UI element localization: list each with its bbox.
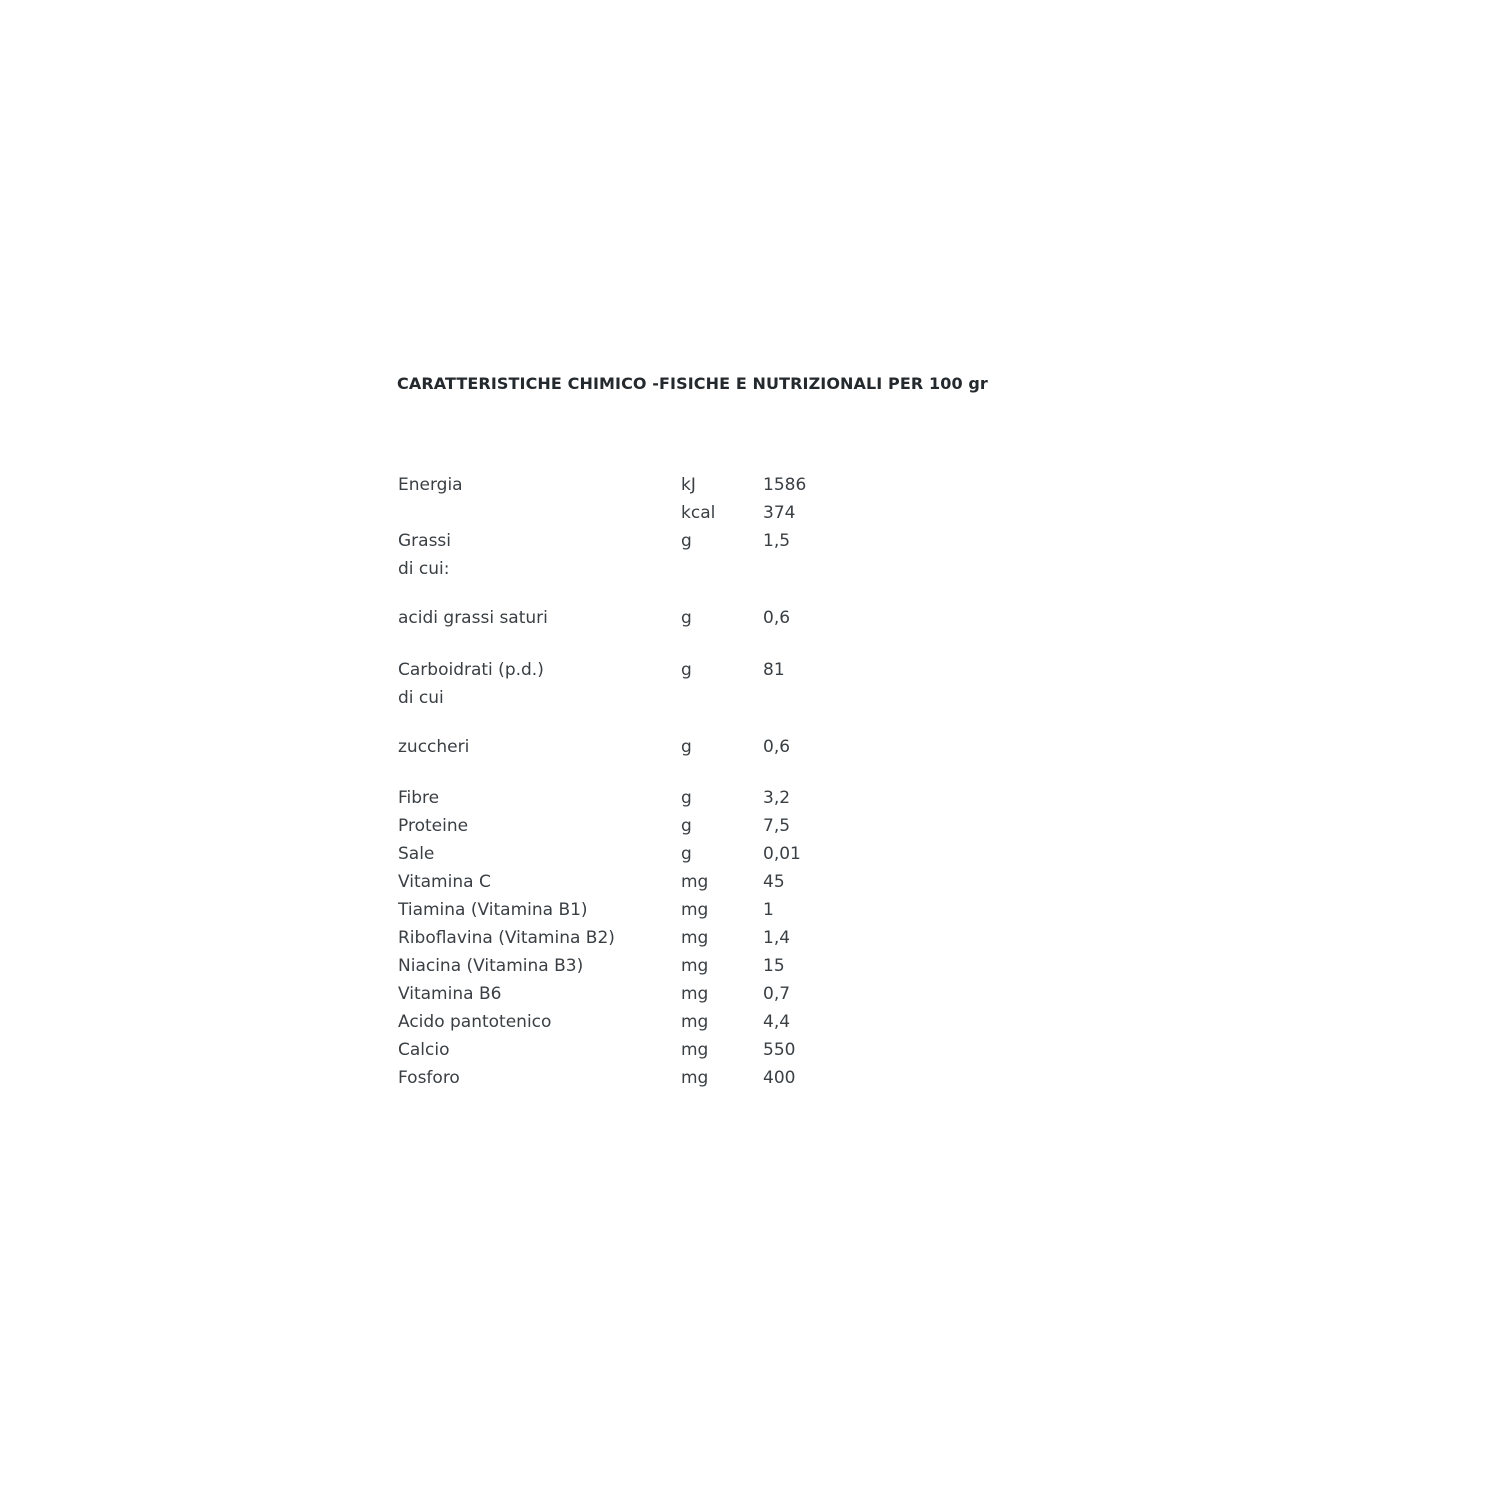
nutrient-unit: g — [681, 844, 692, 864]
nutrient-name: Tiamina (Vitamina B1) — [398, 900, 588, 920]
nutrient-unit: mg — [681, 956, 709, 976]
table-row — [398, 499, 998, 527]
nutrient-name: acidi grassi saturi — [398, 608, 548, 628]
nutrient-value: 1,4 — [763, 928, 791, 948]
nutrition-table — [398, 0, 998, 1500]
nutrient-name: Acido pantotenico — [398, 1012, 552, 1032]
nutrient-unit: g — [681, 531, 692, 551]
nutrient-value: 3,2 — [763, 788, 791, 808]
table-row — [398, 868, 998, 896]
nutrient-value: 1586 — [763, 475, 807, 495]
nutrient-name: Vitamina C — [398, 872, 491, 892]
nutrient-value: 1,5 — [763, 531, 791, 551]
nutrient-value: 550 — [763, 1040, 796, 1060]
nutrient-unit: g — [681, 788, 692, 808]
nutrient-value: 1 — [763, 900, 774, 920]
nutrient-value: 81 — [763, 660, 785, 680]
nutrient-value: 400 — [763, 1068, 796, 1088]
nutrient-value: 15 — [763, 956, 785, 976]
table-row — [398, 1008, 998, 1036]
nutrient-unit: mg — [681, 900, 709, 920]
nutrient-name: Niacina (Vitamina B3) — [398, 956, 584, 976]
table-row — [398, 656, 998, 684]
nutrient-name: Fosforo — [398, 1068, 460, 1088]
table-row — [398, 527, 998, 555]
nutrient-name: zuccheri — [398, 737, 470, 757]
nutrient-value: 0,6 — [763, 608, 791, 628]
nutrient-value: 0,01 — [763, 844, 801, 864]
table-row — [398, 980, 998, 1008]
nutrient-unit: kcal — [681, 503, 716, 523]
nutrient-unit: mg — [681, 1040, 709, 1060]
table-row — [398, 604, 998, 632]
table-row — [398, 471, 998, 499]
nutrient-unit: g — [681, 816, 692, 836]
nutrient-name: di cui — [398, 688, 444, 708]
nutrient-unit: mg — [681, 872, 709, 892]
table-row — [398, 684, 998, 712]
nutrient-value: 0,6 — [763, 737, 791, 757]
nutrient-name: Vitamina B6 — [398, 984, 502, 1004]
table-row — [398, 812, 998, 840]
nutrition-table-title: CARATTERISTICHE CHIMICO -FISICHE E NUTRIZIONALI PER 100 gr — [397, 374, 988, 393]
table-row — [398, 952, 998, 980]
nutrient-name: Energia — [398, 475, 463, 495]
nutrient-value: 45 — [763, 872, 785, 892]
table-row — [398, 784, 998, 812]
nutrient-name: Carboidrati (p.d.) — [398, 660, 544, 680]
nutrient-name: Fibre — [398, 788, 440, 808]
table-row — [398, 1064, 998, 1092]
table-row — [398, 896, 998, 924]
nutrient-name: Grassi — [398, 531, 452, 551]
nutrient-unit: mg — [681, 1012, 709, 1032]
table-row — [398, 555, 998, 583]
nutrient-unit: mg — [681, 928, 709, 948]
nutrient-name: Riboflavina (Vitamina B2) — [398, 928, 615, 948]
nutrient-value: 4,4 — [763, 1012, 791, 1032]
nutrient-value: 7,5 — [763, 816, 791, 836]
table-row — [398, 733, 998, 761]
nutrient-unit: mg — [681, 1068, 709, 1088]
nutrient-value: 0,7 — [763, 984, 791, 1004]
nutrient-unit: g — [681, 660, 692, 680]
nutrient-name: di cui: — [398, 559, 450, 579]
nutrient-value: 374 — [763, 503, 796, 523]
table-row — [398, 840, 998, 868]
nutrient-name: Sale — [398, 844, 435, 864]
nutrient-unit: g — [681, 608, 692, 628]
nutrient-unit: g — [681, 737, 692, 757]
nutrient-name: Proteine — [398, 816, 469, 836]
nutrient-unit: mg — [681, 984, 709, 1004]
table-row — [398, 1036, 998, 1064]
nutrient-name: Calcio — [398, 1040, 450, 1060]
nutrient-unit: kJ — [681, 475, 696, 495]
table-row — [398, 924, 998, 952]
